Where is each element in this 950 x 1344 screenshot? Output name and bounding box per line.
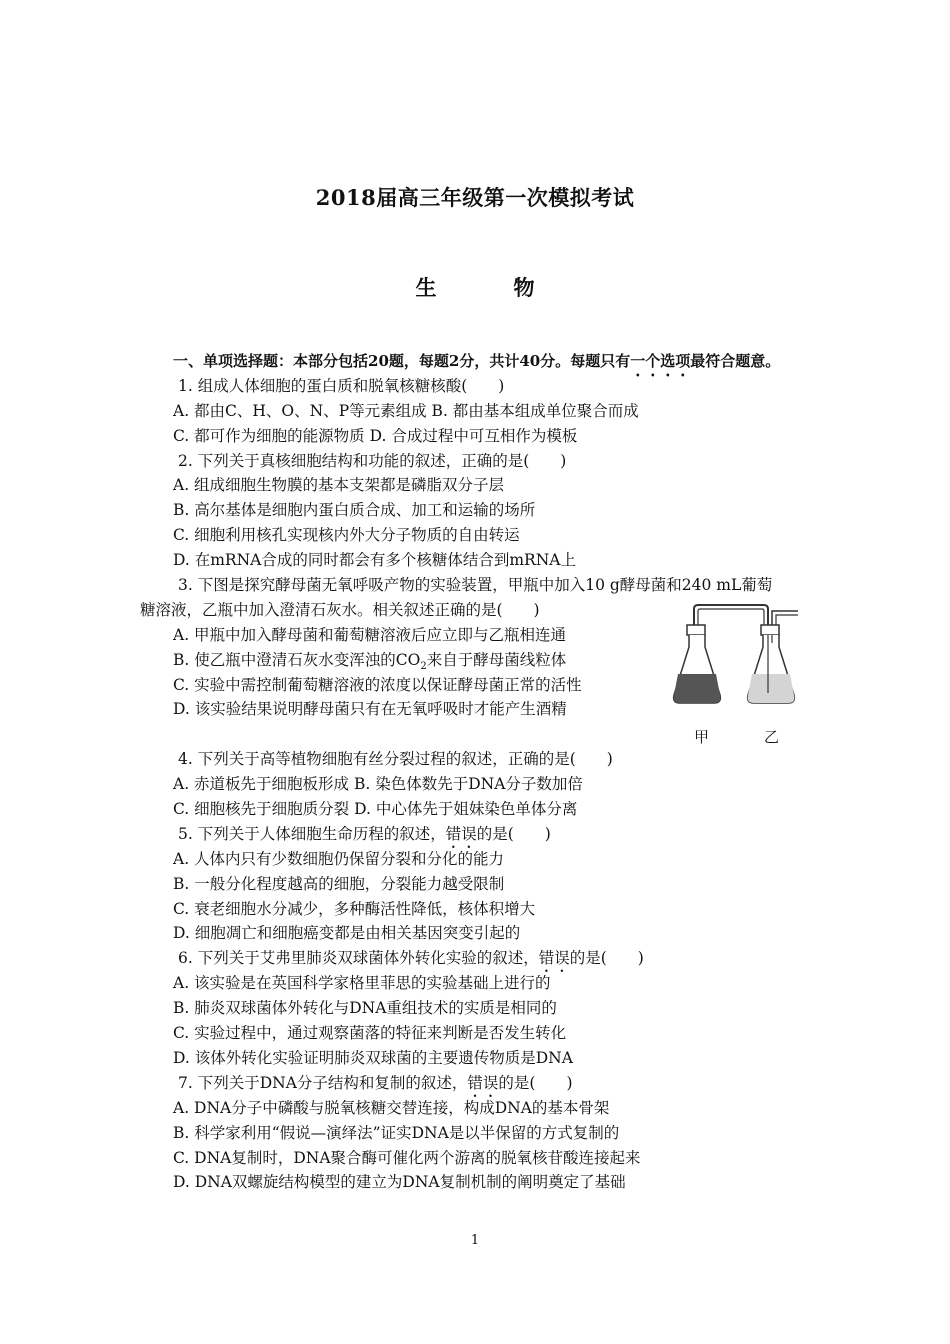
question-2-option-d: D. 在mRNA合成的同时都会有多个核糖体结合到mRNA上 bbox=[173, 551, 576, 570]
question-1-options-ab: A. 都由C、H、O、N、P等元素组成 B. 都由基本组成单位聚合而成 bbox=[173, 401, 639, 420]
question-5-option-d: D. 细胞凋亡和细胞癌变都是由相关基因突变引起的 bbox=[173, 924, 521, 943]
flask-diagram bbox=[668, 603, 808, 725]
page-number: 1 bbox=[470, 1233, 480, 1248]
emphasis-text: 一个选项 bbox=[630, 352, 691, 370]
emphasis-text: 错误 bbox=[467, 1073, 499, 1092]
question-3-stem-line-2: 糖溶液，乙瓶中加入澄清石灰水。相关叙述正确的是( ) bbox=[140, 600, 540, 619]
exam-title: 2018届高三年级第一次模拟考试 bbox=[315, 185, 635, 210]
question-5-option-a: A. 人体内只有少数细胞仍保留分裂和分化的能力 bbox=[173, 849, 505, 868]
question-3-option-b: B. 使乙瓶中澄清石灰水变浑浊的$CO_2$来自于酵母菌线粒体 bbox=[173, 650, 567, 672]
question-5-stem: 5. 下列关于人体细胞生命历程的叙述，错误的是( ) bbox=[178, 824, 551, 843]
flask-label-yi: 乙 bbox=[764, 728, 780, 746]
fermentation-apparatus-figure bbox=[668, 603, 808, 753]
subject-title: 生 物 bbox=[415, 275, 563, 300]
question-list bbox=[140, 349, 833, 1195]
question-6-option-c: C. 实验过程中，通过观察菌落的特征来判断是否发生转化 bbox=[173, 1024, 567, 1043]
question-1-stem: 1. 组成人体细胞的蛋白质和脱氧核糖核酸( ) bbox=[178, 376, 505, 395]
question-7-option-d: D. DNA双螺旋结构模型的建立为DNA复制机制的阐明奠定了基础 bbox=[173, 1173, 626, 1192]
question-7-option-c: C. DNA复制时，DNA聚合酶可催化两个游离的脱氧核苷酸连接起来 bbox=[173, 1148, 641, 1167]
question-1-options-cd: C. 都可作为细胞的能源物质 D. 合成过程中可互相作为模板 bbox=[173, 426, 578, 445]
question-2-option-c: C. 细胞利用核孔实现核内外大分子物质的自由转运 bbox=[173, 526, 520, 545]
question-5-option-b: B. 一般分化程度越高的细胞，分裂能力越受限制 bbox=[173, 874, 505, 893]
question-2-option-b: B. 高尔基体是细胞内蛋白质合成、加工和运输的场所 bbox=[173, 501, 536, 520]
question-4-options-cd: C. 细胞核先于细胞质分裂 D. 中心体先于姐妹染色单体分离 bbox=[173, 800, 578, 819]
question-3-stem-line-1: 3. 下图是探究酵母菌无氧呼吸产物的实验装置，甲瓶中加入10 g酵母菌和240 mL葡萄 bbox=[178, 576, 773, 595]
section-heading: 一、单项选择题：本部分包括20题，每题2分，共计40分。每题只有一个选项最符合题意。 bbox=[173, 352, 781, 370]
emphasis-text: 错误 bbox=[445, 824, 477, 843]
question-4-stem: 4. 下列关于高等植物细胞有丝分裂过程的叙述，正确的是( ) bbox=[178, 750, 613, 769]
question-6-stem: 6. 下列关于艾弗里肺炎双球菌体外转化实验的叙述，错误的是( ) bbox=[178, 949, 644, 968]
question-5-option-c: C. 衰老细胞水分减少，多种酶活性降低，核体积增大 bbox=[173, 899, 536, 918]
question-3-option-d: D. 该实验结果说明酵母菌只有在无氧呼吸时才能产生酒精 bbox=[173, 700, 567, 719]
question-7-option-a: A. DNA分子中磷酸与脱氧核糖交替连接，构成DNA的基本骨架 bbox=[173, 1098, 610, 1117]
emphasis-text: 错误 bbox=[538, 949, 570, 968]
question-7-option-b: B. 科学家利用“假说—演绎法”证实DNA是以半保留的方式复制的 bbox=[173, 1123, 620, 1142]
question-6-option-b: B. 肺炎双球菌体外转化与DNA重组技术的实质是相同的 bbox=[173, 999, 557, 1018]
question-3-option-c: C. 实验中需控制葡萄糖溶液的浓度以保证酵母菌正常的活性 bbox=[173, 675, 582, 694]
question-6-option-a: A. 该实验是在英国科学家格里菲思的实验基础上进行的 bbox=[173, 974, 551, 993]
question-4-options-ab: A. 赤道板先于细胞板形成 B. 染色体数先于DNA分子数加倍 bbox=[173, 775, 583, 794]
question-3-option-a: A. 甲瓶中加入酵母菌和葡萄糖溶液后应立即与乙瓶相连通 bbox=[173, 625, 567, 644]
question-6-option-d: D. 该体外转化实验证明肺炎双球菌的主要遗传物质是DNA bbox=[173, 1048, 573, 1067]
question-2-option-a: A. 组成细胞生物膜的基本支架都是磷脂双分子层 bbox=[173, 476, 505, 495]
flask-label-jia: 甲 bbox=[694, 728, 710, 746]
question-2-stem: 2. 下列关于真核细胞结构和功能的叙述，正确的是( ) bbox=[178, 451, 567, 470]
question-7-stem: 7. 下列关于DNA分子结构和复制的叙述，错误的是( ) bbox=[178, 1073, 573, 1092]
